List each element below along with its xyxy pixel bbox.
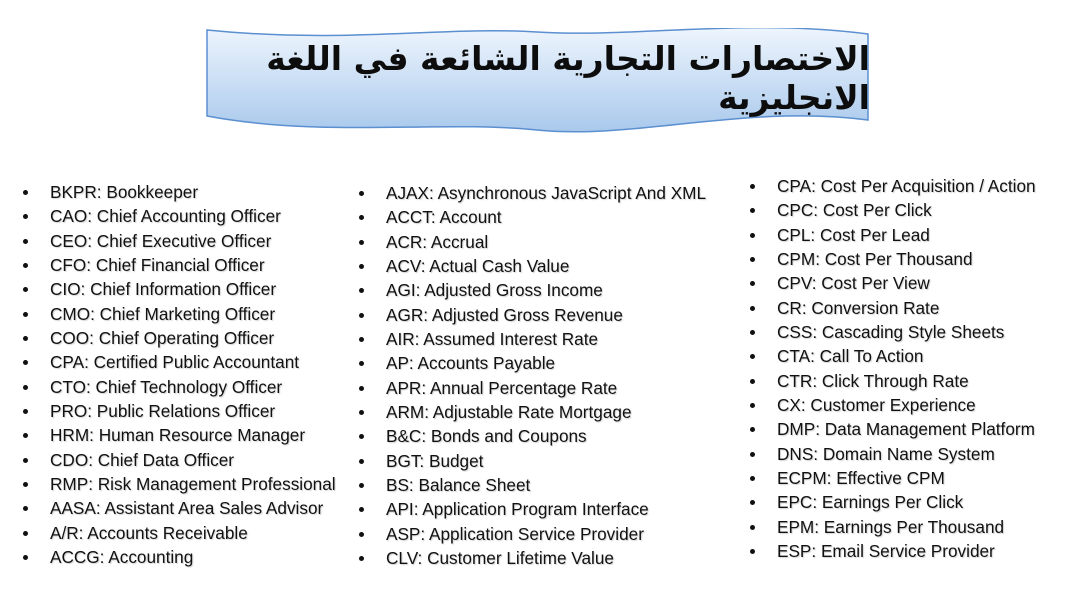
bullet-icon: [359, 532, 364, 537]
bullet-icon: [23, 433, 28, 438]
list-item: [356, 522, 706, 546]
list-item: [356, 376, 706, 400]
bullet-icon: [359, 337, 364, 342]
abbreviations-list-column-2: [356, 181, 706, 571]
list-item: [747, 198, 1036, 222]
bullet-icon: [750, 354, 755, 359]
list-item: [20, 448, 336, 472]
abbreviation-text: BGT: Budget: [386, 450, 484, 471]
abbreviation-text: BS: Balance Sheet: [386, 475, 531, 496]
bullet-icon: [359, 556, 364, 561]
bullet-icon: [23, 458, 28, 463]
bullet-icon: [23, 506, 28, 511]
abbreviation-text: CDO: Chief Data Officer: [50, 449, 235, 470]
list-item: [20, 180, 336, 204]
abbreviation-text: CPA: Certified Public Accountant: [50, 352, 300, 373]
bullet-icon: [750, 233, 755, 238]
bullet-icon: [23, 239, 28, 244]
list-item: [747, 442, 1036, 466]
bullet-icon: [750, 184, 755, 189]
abbreviation-text: A/R: Accounts Receivable: [50, 522, 248, 543]
abbreviation-text: CFO: Chief Financial Officer: [50, 255, 265, 276]
abbreviation-text: CPV: Cost Per View: [777, 273, 930, 294]
bullet-icon: [23, 555, 28, 560]
abbreviation-text: CTO: Chief Technology Officer: [50, 376, 283, 397]
bullet-icon: [750, 452, 755, 457]
abbreviation-text: CLV: Customer Lifetime Value: [386, 548, 614, 569]
list-item: [356, 230, 706, 254]
list-item: [20, 204, 336, 228]
list-item: [747, 247, 1036, 271]
list-item: [20, 521, 336, 545]
list-item: [747, 417, 1036, 441]
abbreviation-text: CMO: Chief Marketing Officer: [50, 303, 276, 324]
bullet-icon: [359, 288, 364, 293]
list-item: [747, 393, 1036, 417]
list-item: [356, 449, 706, 473]
bullet-icon: [23, 360, 28, 365]
bullet-icon: [750, 306, 755, 311]
list-item: [747, 223, 1036, 247]
bullet-icon: [23, 312, 28, 317]
bullet-icon: [359, 361, 364, 366]
abbreviation-text: CPA: Cost Per Acquisition / Action: [777, 176, 1036, 196]
abbreviation-text: CX: Customer Experience: [777, 395, 976, 416]
abbreviation-text: DMP: Data Management Platform: [777, 419, 1035, 440]
list-item: [20, 545, 336, 569]
bullet-icon: [23, 482, 28, 487]
abbreviation-text: CEO: Chief Executive Officer: [50, 230, 272, 251]
list-item: [356, 473, 706, 497]
bullet-icon: [23, 214, 28, 219]
abbreviation-text: CR: Conversion Rate: [777, 297, 940, 318]
list-item: [356, 400, 706, 424]
abbreviation-text: CPL: Cost Per Lead: [777, 224, 930, 245]
list-item: [356, 497, 706, 521]
list-item: [20, 472, 336, 496]
list-item: [356, 351, 706, 375]
abbreviation-text: ESP: Email Service Provider: [777, 541, 995, 562]
abbreviation-text: ASP: Application Service Provider: [386, 523, 644, 544]
list-item: [747, 344, 1036, 368]
list-item: [356, 546, 706, 570]
abbreviation-text: CPC: Cost Per Click: [777, 200, 932, 221]
bullet-icon: [359, 434, 364, 439]
list-item: [356, 327, 706, 351]
list-item: [747, 174, 1036, 198]
bullet-icon: [359, 215, 364, 220]
abbreviation-text: COO: Chief Operating Officer: [50, 328, 275, 349]
page-title: الاختصارات التجارية الشائعة في اللغة الانجليزية: [266, 39, 870, 117]
abbreviation-text: AGI: Adjusted Gross Income: [386, 280, 603, 301]
list-item: [20, 326, 336, 350]
abbreviations-list-column-1: [20, 180, 336, 570]
bullet-icon: [359, 507, 364, 512]
list-item: [356, 181, 706, 205]
abbreviation-text: RMP: Risk Management Professional: [50, 474, 336, 495]
abbreviation-text: AGR: Adjusted Gross Revenue: [386, 304, 623, 325]
list-item: [20, 350, 336, 374]
list-item: [747, 539, 1036, 563]
bullet-icon: [750, 403, 755, 408]
bullet-icon: [750, 257, 755, 262]
list-item: [747, 515, 1036, 539]
list-item: [356, 424, 706, 448]
list-item: [20, 496, 336, 520]
list-item: [356, 278, 706, 302]
list-item: [747, 490, 1036, 514]
abbreviation-text: APR: Annual Percentage Rate: [386, 377, 618, 398]
bullet-icon: [359, 410, 364, 415]
abbreviation-text: DNS: Domain Name System: [777, 443, 995, 464]
abbreviation-text: HRM: Human Resource Manager: [50, 425, 306, 446]
bullet-icon: [23, 263, 28, 268]
bullet-icon: [750, 549, 755, 554]
abbreviation-text: PRO: Public Relations Officer: [50, 401, 276, 422]
abbreviation-text: EPC: Earnings Per Click: [777, 492, 964, 513]
bullet-icon: [23, 531, 28, 536]
list-item: [747, 466, 1036, 490]
abbreviation-text: EPM: Earnings Per Thousand: [777, 516, 1005, 537]
list-item: [747, 296, 1036, 320]
abbreviation-text: ECPM: Effective CPM: [777, 468, 945, 489]
bullet-icon: [23, 409, 28, 414]
abbreviation-text: ACCG: Accounting: [50, 547, 194, 568]
bullet-icon: [23, 287, 28, 292]
bullet-icon: [750, 281, 755, 286]
bullet-icon: [750, 525, 755, 530]
bullet-icon: [23, 336, 28, 341]
list-item: [20, 229, 336, 253]
list-item: [747, 369, 1036, 393]
list-item: [356, 303, 706, 327]
bullet-icon: [750, 379, 755, 384]
list-item: [747, 271, 1036, 295]
abbreviation-text: AASA: Assistant Area Sales Advisor: [50, 498, 324, 519]
list-item: [20, 375, 336, 399]
bullet-icon: [23, 190, 28, 195]
abbreviation-text: ACV: Actual Cash Value: [386, 256, 570, 277]
bullet-icon: [359, 313, 364, 318]
abbreviation-text: CIO: Chief Information Officer: [50, 279, 277, 300]
abbreviation-text: API: Application Program Interface: [386, 499, 649, 520]
list-item: [20, 277, 336, 301]
list-item: [20, 423, 336, 447]
abbreviation-text: CTR: Click Through Rate: [777, 370, 969, 391]
abbreviation-text: ACR: Accrual: [386, 231, 489, 252]
list-item: [20, 302, 336, 326]
title-banner: [205, 28, 870, 134]
bullet-icon: [750, 208, 755, 213]
abbreviation-text: ARM: Adjustable Rate Mortgage: [386, 402, 632, 423]
bullet-icon: [359, 240, 364, 245]
abbreviation-text: AIR: Assumed Interest Rate: [386, 329, 599, 350]
list-item: [356, 254, 706, 278]
abbreviation-text: ACCT: Account: [386, 207, 502, 228]
bullet-icon: [359, 459, 364, 464]
bullet-icon: [750, 427, 755, 432]
bullet-icon: [359, 191, 364, 196]
bullet-icon: [750, 500, 755, 505]
abbreviation-text: AJAX: Asynchronous JavaScript And XML: [386, 183, 707, 203]
abbreviation-text: AP: Accounts Payable: [386, 353, 556, 374]
abbreviation-text: CSS: Cascading Style Sheets: [777, 322, 1005, 343]
abbreviation-text: CAO: Chief Accounting Officer: [50, 206, 281, 227]
list-item: [356, 205, 706, 229]
list-item: [20, 253, 336, 277]
abbreviation-text: B&C: Bonds and Coupons: [386, 426, 587, 447]
abbreviation-text: BKPR: Bookkeeper: [50, 182, 199, 202]
bullet-icon: [359, 264, 364, 269]
list-item: [747, 320, 1036, 344]
abbreviation-text: CPM: Cost Per Thousand: [777, 249, 973, 270]
bullet-icon: [359, 386, 364, 391]
bullet-icon: [750, 476, 755, 481]
list-item: [20, 399, 336, 423]
bullet-icon: [23, 385, 28, 390]
bullet-icon: [359, 483, 364, 488]
abbreviation-text: CTA: Call To Action: [777, 346, 924, 367]
abbreviations-list-column-3: [747, 174, 1036, 564]
bullet-icon: [750, 330, 755, 335]
